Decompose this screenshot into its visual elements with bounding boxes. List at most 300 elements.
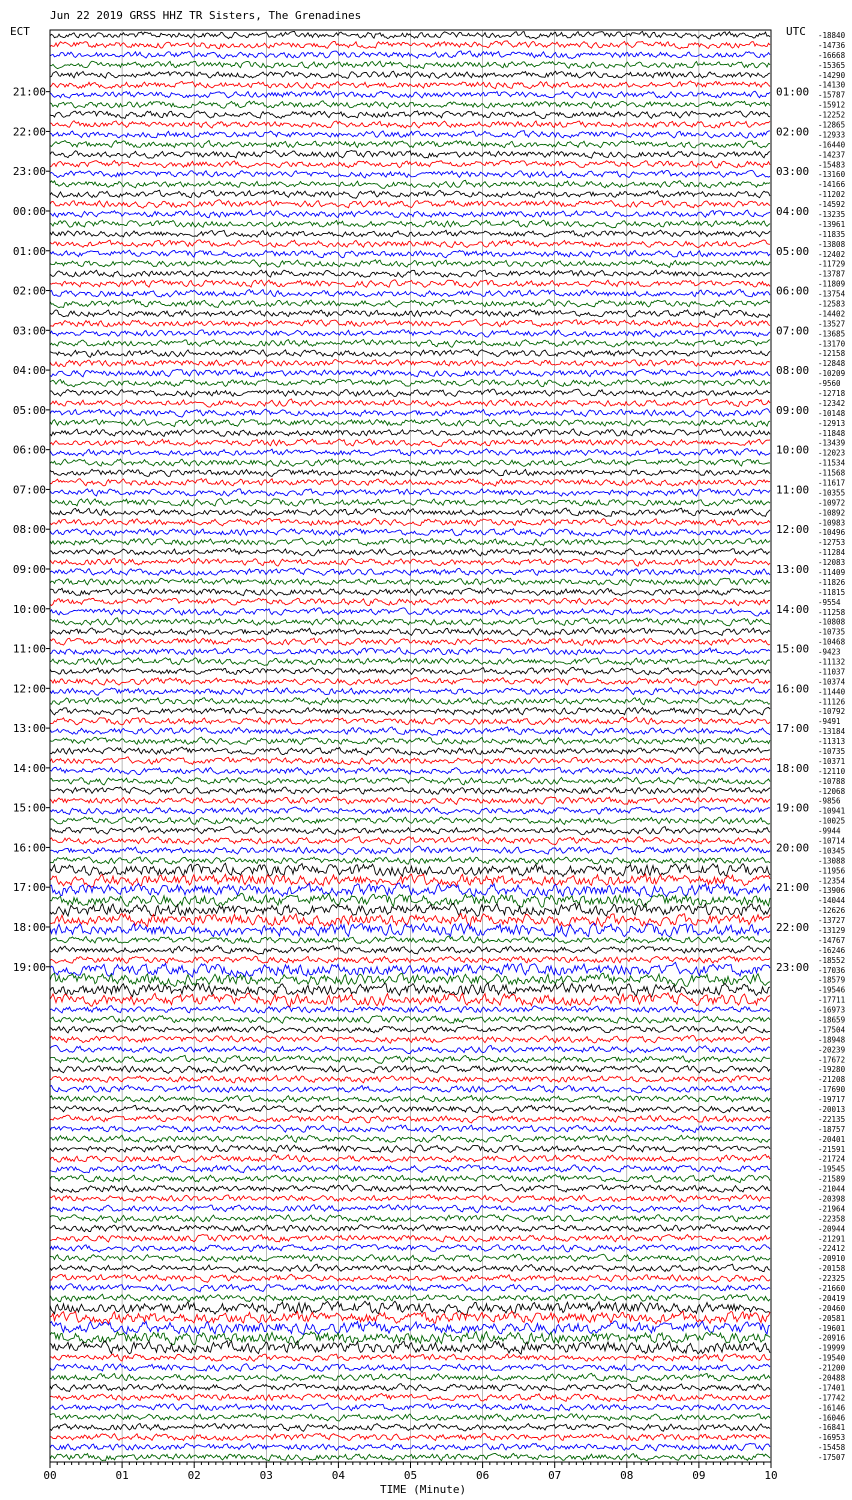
trace-61	[50, 638, 770, 645]
left-hour-label: 01:00	[12, 244, 46, 258]
trace-70	[50, 727, 770, 735]
trace-116	[50, 1185, 770, 1193]
trace-value-label: -15483	[818, 160, 846, 170]
trace-value-label: -11568	[818, 468, 846, 478]
trace-125	[50, 1274, 770, 1282]
left-hour-label: 21:00	[12, 85, 46, 99]
trace-value-label: -13527	[818, 319, 846, 329]
trace-34	[50, 369, 770, 377]
left-hour-label: 04:00	[12, 364, 46, 378]
trace-65	[50, 678, 770, 686]
trace-value-label: -13906	[818, 886, 846, 896]
trace-44	[50, 469, 770, 476]
trace-value-label: -13235	[818, 209, 846, 219]
trace-value-label: -18659	[818, 1015, 846, 1025]
trace-value-label: -15912	[818, 100, 846, 110]
trace-value-label: -13439	[818, 438, 846, 448]
trace-value-label: -20401	[818, 1134, 846, 1144]
x-tick-label: 07	[548, 1469, 562, 1482]
trace-value-label: -11313	[818, 737, 846, 747]
trace-value-label: -17711	[818, 995, 846, 1005]
trace-80	[50, 827, 770, 835]
trace-8	[50, 111, 770, 119]
left-hour-label: 22:00	[12, 125, 46, 139]
trace-value-label: -20944	[818, 1224, 846, 1234]
trace-value-label: -13170	[818, 339, 846, 349]
trace-103	[50, 1055, 770, 1063]
trace-121	[50, 1235, 770, 1243]
trace-78	[50, 807, 770, 815]
trace-138	[50, 1403, 770, 1411]
trace-value-label: -19280	[818, 1065, 846, 1075]
trace-value-label: -9423	[818, 647, 841, 657]
trace-68	[50, 707, 770, 715]
trace-value-label: -10788	[818, 776, 846, 786]
trace-140	[50, 1424, 770, 1432]
trace-value-label: -20239	[818, 1045, 846, 1055]
right-hour-label: 09:00	[776, 403, 810, 417]
trace-value-label: -10371	[818, 756, 846, 766]
trace-value-label: -13787	[818, 269, 846, 279]
trace-45	[50, 479, 770, 487]
trace-122	[50, 1244, 770, 1252]
right-hour-label: 08:00	[776, 364, 810, 378]
right-hour-label: 04:00	[776, 204, 810, 218]
trace-value-label: -13808	[818, 239, 846, 249]
trace-49	[50, 518, 770, 526]
trace-29	[50, 319, 770, 327]
left-hour-label: 23:00	[12, 165, 46, 179]
trace-value-label: -22412	[818, 1244, 846, 1254]
trace-124	[50, 1264, 770, 1272]
trace-4	[50, 71, 770, 78]
trace-6	[50, 91, 770, 98]
trace-value-label: -9856	[818, 796, 841, 806]
left-hour-label: 17:00	[12, 881, 46, 895]
trace-value-label: -17507	[818, 1453, 846, 1463]
trace-134	[50, 1364, 770, 1372]
trace-value-label: -22135	[818, 1114, 846, 1124]
trace-value-label: -21591	[818, 1144, 846, 1154]
trace-81	[50, 837, 770, 845]
trace-10	[50, 131, 770, 139]
trace-value-label: -12083	[818, 558, 846, 568]
chart-title: Jun 22 2019 GRSS HHZ TR Sisters, The Grenadines	[50, 9, 362, 22]
x-tick-label: 09	[692, 1469, 706, 1482]
left-hour-label: 02:00	[12, 284, 46, 298]
trace-value-label: -19546	[818, 985, 846, 995]
right-hour-label: 03:00	[776, 165, 810, 179]
trace-value-label: -12252	[818, 110, 846, 120]
trace-113	[50, 1155, 770, 1163]
trace-value-label: -9560	[818, 379, 841, 389]
trace-value-label: -11440	[818, 687, 846, 697]
trace-value-label: -21200	[818, 1363, 846, 1373]
right-hour-label: 23:00	[776, 960, 810, 974]
right-hour-label: 12:00	[776, 523, 810, 537]
trace-18	[50, 210, 770, 218]
left-hour-label: 18:00	[12, 920, 46, 934]
trace-28	[50, 310, 770, 318]
trace-1	[50, 41, 770, 49]
trace-value-label: -19601	[818, 1323, 846, 1333]
trace-value-label: -11409	[818, 567, 846, 577]
trace-value-label: -16146	[818, 1403, 846, 1413]
trace-value-label: -16953	[818, 1433, 846, 1443]
trace-88	[50, 903, 770, 916]
right-hour-label: 18:00	[776, 761, 810, 775]
trace-73	[50, 757, 770, 765]
trace-value-label: -15458	[818, 1443, 846, 1453]
trace-127	[50, 1294, 770, 1302]
trace-24	[50, 270, 770, 277]
trace-value-label: -19540	[818, 1353, 846, 1363]
trace-55	[50, 578, 770, 585]
trace-value-label: -16246	[818, 945, 846, 955]
right-hour-label: 21:00	[776, 881, 810, 895]
trace-value-label: -11126	[818, 697, 846, 707]
trace-74	[50, 767, 770, 775]
trace-3	[50, 61, 770, 68]
trace-value-label: -13685	[818, 329, 846, 339]
left-hour-label: 15:00	[12, 801, 46, 815]
trace-value-label: -9944	[818, 826, 841, 836]
trace-100	[50, 1026, 770, 1034]
trace-value-label: -14237	[818, 150, 846, 160]
x-tick-label: 06	[475, 1469, 490, 1482]
trace-value-label: -14044	[818, 896, 846, 906]
trace-value-label: -14767	[818, 935, 846, 945]
trace-59	[50, 618, 770, 626]
trace-value-label: -20460	[818, 1303, 846, 1313]
trace-0	[50, 31, 770, 39]
trace-value-label: -20419	[818, 1293, 846, 1303]
trace-90	[50, 923, 770, 937]
trace-value-label: -12865	[818, 120, 846, 130]
trace-value-label: -10892	[818, 508, 846, 518]
trace-value-label: -17504	[818, 1025, 846, 1035]
trace-63	[50, 658, 770, 666]
trace-value-label: -13961	[818, 219, 846, 229]
trace-46	[50, 489, 770, 496]
trace-41	[50, 439, 770, 447]
trace-129	[50, 1311, 770, 1324]
left-hour-label: 08:00	[12, 523, 46, 537]
trace-value-label: -20013	[818, 1104, 846, 1114]
trace-94	[50, 962, 770, 977]
trace-118	[50, 1205, 770, 1213]
trace-102	[50, 1045, 770, 1053]
trace-69	[50, 717, 770, 725]
trace-75	[50, 777, 770, 785]
trace-7	[50, 101, 770, 109]
left-hour-label: 05:00	[12, 403, 46, 417]
trace-value-label: -13727	[818, 916, 846, 926]
trace-value-label: -11132	[818, 657, 846, 667]
trace-value-label: -10025	[818, 816, 846, 826]
right-hour-label: 05:00	[776, 244, 810, 258]
trace-16	[50, 190, 770, 198]
trace-value-label: -15365	[818, 60, 846, 70]
trace-value-label: -21964	[818, 1204, 846, 1214]
right-hour-label: 02:00	[776, 125, 810, 139]
trace-value-label: -13184	[818, 727, 846, 737]
trace-value-label: -9554	[818, 597, 841, 607]
trace-value-label: -10792	[818, 707, 846, 717]
trace-14	[50, 170, 770, 178]
trace-84	[50, 863, 770, 876]
trace-value-label: -14130	[818, 80, 846, 90]
left-hour-label: 19:00	[12, 960, 46, 974]
trace-36	[50, 389, 770, 397]
trace-48	[50, 508, 770, 516]
trace-131	[50, 1332, 770, 1345]
left-hour-label: 13:00	[12, 722, 46, 736]
x-tick-label: 10	[764, 1469, 778, 1482]
trace-value-label: -12068	[818, 786, 846, 796]
left-hour-label: 09:00	[12, 562, 46, 576]
trace-83	[50, 857, 770, 864]
trace-64	[50, 667, 770, 674]
trace-value-label: -12718	[818, 388, 846, 398]
right-hour-label: 07:00	[776, 324, 810, 338]
trace-71	[50, 737, 770, 744]
left-hour-label: 03:00	[12, 324, 46, 338]
trace-value-label: -10941	[818, 806, 846, 816]
trace-value-label: -10983	[818, 518, 846, 528]
trace-39	[50, 419, 770, 426]
trace-value-label: -11826	[818, 577, 846, 587]
trace-value-label: -12110	[818, 766, 846, 776]
trace-value-label: -20910	[818, 1254, 846, 1264]
trace-79	[50, 817, 770, 824]
trace-value-label: -21044	[818, 1184, 846, 1194]
trace-123	[50, 1254, 770, 1262]
trace-27	[50, 299, 770, 307]
x-tick-label: 05	[403, 1469, 418, 1482]
trace-132	[50, 1341, 770, 1355]
trace-value-label: -18757	[818, 1124, 846, 1134]
trace-value-label: -17401	[818, 1383, 846, 1393]
trace-47	[50, 499, 770, 507]
trace-value-label: -16973	[818, 1005, 846, 1015]
trace-value-label: -13160	[818, 170, 846, 180]
x-tick-label: 04	[331, 1469, 346, 1482]
left-hour-label: 07:00	[12, 483, 46, 497]
trace-56	[50, 588, 770, 595]
trace-value-label: -18579	[818, 975, 846, 985]
right-hour-label: 22:00	[776, 920, 810, 934]
trace-91	[50, 936, 770, 943]
trace-11	[50, 141, 770, 148]
trace-37	[50, 399, 770, 407]
trace-15	[50, 180, 770, 188]
trace-value-label: -21589	[818, 1174, 846, 1184]
trace-value-label: -12626	[818, 906, 846, 916]
trace-value-label: -12158	[818, 349, 846, 359]
trace-value-label: -10468	[818, 637, 846, 647]
trace-value-label: -19717	[818, 1095, 846, 1105]
trace-72	[50, 747, 770, 755]
trace-23	[50, 260, 770, 268]
trace-104	[50, 1065, 770, 1073]
trace-value-label: -21291	[818, 1234, 846, 1244]
trace-value-label: -11202	[818, 190, 846, 200]
trace-value-label: -11258	[818, 607, 846, 617]
trace-value-label: -20916	[818, 1333, 846, 1343]
trace-13	[50, 160, 770, 168]
trace-value-label: -14290	[818, 70, 846, 80]
trace-value-label: -11617	[818, 478, 846, 488]
trace-value-label: -13129	[818, 925, 846, 935]
x-tick-label: 03	[259, 1469, 273, 1482]
seismic-traces	[50, 31, 770, 1460]
trace-value-label: -10345	[818, 846, 846, 856]
trace-82	[50, 846, 770, 854]
trace-40	[50, 429, 770, 437]
left-hour-label: 12:00	[12, 682, 46, 696]
right-timezone-label: UTC	[786, 25, 806, 38]
trace-60	[50, 627, 770, 635]
right-hour-label: 06:00	[776, 284, 810, 298]
trace-value-label: -17742	[818, 1393, 846, 1403]
trace-128	[50, 1301, 770, 1315]
trace-value-label: -11037	[818, 667, 846, 677]
trace-17	[50, 200, 770, 208]
trace-67	[50, 698, 770, 705]
trace-value-label: -16668	[818, 50, 846, 60]
trace-value-label: -17690	[818, 1085, 846, 1095]
trace-35	[50, 379, 770, 387]
trace-139	[50, 1414, 770, 1421]
left-hour-label: 10:00	[12, 602, 46, 616]
trace-value-label: -18552	[818, 955, 846, 965]
right-hour-label: 19:00	[776, 801, 810, 815]
right-hour-label: 15:00	[776, 642, 810, 656]
left-hour-label: 11:00	[12, 642, 46, 656]
trace-126	[50, 1284, 770, 1292]
trace-value-label: -18840	[818, 30, 846, 40]
trace-43	[50, 459, 770, 467]
trace-value-label: -16440	[818, 140, 846, 150]
trace-value-label: -15787	[818, 90, 846, 100]
trace-107	[50, 1095, 770, 1102]
trace-value-label: -10735	[818, 627, 846, 637]
trace-106	[50, 1085, 770, 1093]
trace-52	[50, 549, 770, 556]
trace-135	[50, 1373, 770, 1381]
right-hour-label: 11:00	[776, 483, 810, 497]
trace-value-label: -12354	[818, 876, 846, 886]
trace-value-label: -11284	[818, 548, 846, 558]
trace-value-label: -14402	[818, 309, 846, 319]
trace-109	[50, 1115, 770, 1123]
x-axis-title: TIME (Minute)	[380, 1483, 467, 1496]
left-hour-label: 06:00	[12, 443, 46, 457]
trace-136	[50, 1384, 770, 1392]
trace-value-label: -10808	[818, 617, 846, 627]
trace-9	[50, 121, 770, 128]
trace-133	[50, 1354, 770, 1361]
trace-137	[50, 1394, 770, 1402]
right-hour-label: 17:00	[776, 722, 810, 736]
trace-value-label: -12583	[818, 299, 846, 309]
trace-value-label: -21724	[818, 1154, 846, 1164]
trace-141	[50, 1433, 770, 1440]
trace-50	[50, 528, 770, 536]
x-tick-label: 01	[115, 1469, 129, 1482]
trace-32	[50, 349, 770, 357]
trace-25	[50, 280, 770, 288]
trace-value-label: -13754	[818, 289, 846, 299]
trace-20	[50, 230, 770, 237]
right-hour-label: 16:00	[776, 682, 810, 696]
trace-112	[50, 1145, 770, 1153]
trace-value-label: -11956	[818, 866, 846, 876]
trace-value-label: -12913	[818, 418, 846, 428]
trace-value-label: -16046	[818, 1413, 846, 1423]
trace-value-label: -20158	[818, 1264, 846, 1274]
trace-value-label: -10714	[818, 836, 846, 846]
x-tick-label: 00	[43, 1469, 57, 1482]
trace-33	[50, 360, 770, 367]
trace-value-label: -18948	[818, 1035, 846, 1045]
trace-value-label: -17672	[818, 1055, 846, 1065]
trace-119	[50, 1215, 770, 1223]
trace-53	[50, 558, 770, 566]
trace-value-label: -12023	[818, 448, 846, 458]
trace-92	[50, 946, 770, 954]
right-hour-label: 14:00	[776, 602, 810, 616]
trace-120	[50, 1225, 770, 1232]
left-hour-label: 16:00	[12, 841, 46, 855]
trace-value-label: -20398	[818, 1194, 846, 1204]
right-hour-label: 20:00	[776, 841, 810, 855]
trace-105	[50, 1075, 770, 1082]
trace-114	[50, 1165, 770, 1173]
trace-31	[50, 340, 770, 348]
trace-57	[50, 598, 770, 606]
trace-value-label: -14736	[818, 40, 846, 50]
trace-38	[50, 409, 770, 418]
x-tick-label: 08	[620, 1469, 634, 1482]
trace-54	[50, 568, 770, 575]
trace-101	[50, 1036, 770, 1044]
trace-143	[50, 1453, 770, 1460]
trace-12	[50, 151, 770, 159]
trace-value-label: -19545	[818, 1164, 846, 1174]
trace-value-label: -10735	[818, 746, 846, 756]
trace-value-label: -17036	[818, 965, 846, 975]
trace-62	[50, 648, 770, 655]
trace-value-label: -14592	[818, 200, 846, 210]
trace-2	[50, 51, 770, 59]
trace-value-label: -11729	[818, 259, 846, 269]
trace-value-label: -11534	[818, 458, 846, 468]
trace-value-label: -22325	[818, 1274, 846, 1284]
trace-value-label: -12402	[818, 249, 846, 259]
trace-value-label: -20488	[818, 1373, 846, 1383]
trace-76	[50, 787, 770, 794]
trace-26	[50, 289, 770, 297]
trace-value-label: -19999	[818, 1343, 846, 1353]
trace-21	[50, 240, 770, 248]
trace-111	[50, 1135, 770, 1142]
trace-value-label: -12342	[818, 398, 846, 408]
trace-89	[50, 914, 770, 927]
trace-value-label: -22358	[818, 1214, 846, 1224]
trace-value-label: -9491	[818, 717, 841, 727]
